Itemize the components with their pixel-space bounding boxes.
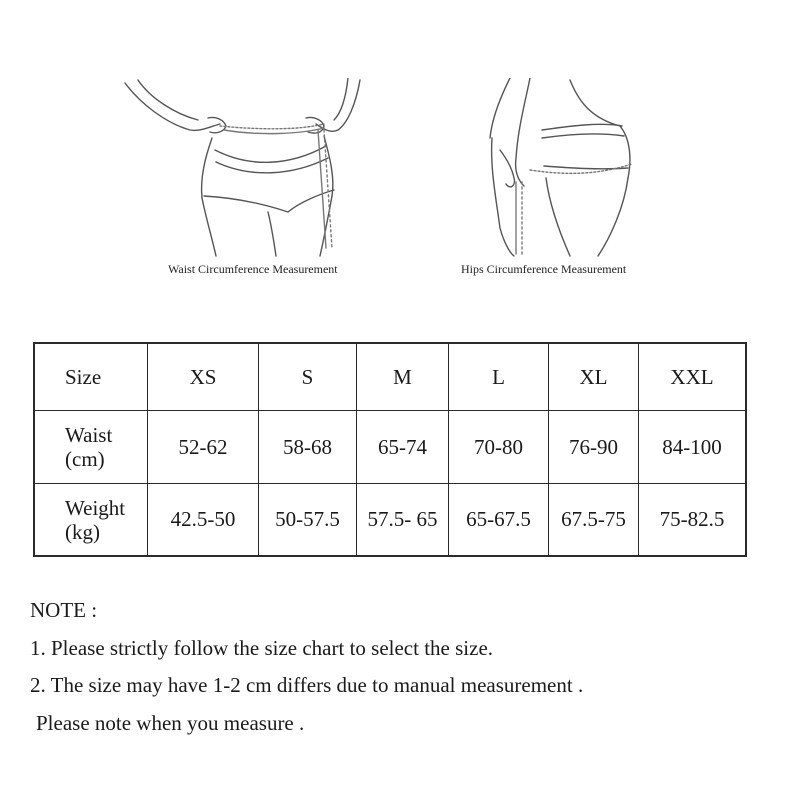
waist-l: 70-80	[449, 411, 549, 484]
size-xxl: XXL	[639, 343, 747, 411]
notes-section	[30, 592, 583, 742]
size-s: S	[259, 343, 357, 411]
waist-label: Waist	[65, 423, 113, 447]
note-line-1: 1. Please strictly follow the size chart to select the size.	[30, 635, 494, 660]
weight-xl: 67.5-75	[549, 484, 639, 557]
weight-s: 50-57.5	[259, 484, 357, 557]
size-l: L	[449, 343, 549, 411]
weight-xs: 42.5-50	[148, 484, 259, 557]
notes-title: NOTE :	[30, 598, 98, 622]
hips-caption: Hips Circumference Measurement	[461, 262, 627, 276]
weight-unit: (kg)	[65, 519, 100, 544]
hips-measurement-illustration	[470, 78, 650, 258]
waist-s: 58-68	[259, 411, 357, 484]
weight-m: 57.5- 65	[357, 484, 449, 557]
size-xs: XS	[148, 343, 259, 411]
note-line-2: 2. The size may have 1-2 cm differs due to manual measurement .	[30, 673, 584, 697]
waist-xxl: 84-100	[639, 411, 747, 484]
waist-xl: 76-90	[549, 411, 639, 484]
note-line-3: Please note when you measure .	[36, 710, 305, 735]
size-header-label: Size	[34, 343, 148, 411]
waist-m: 65-74	[357, 411, 449, 484]
weight-row-label	[34, 484, 148, 557]
size-header-row	[34, 343, 746, 411]
waist-caption: Waist Circumference Measurement	[168, 262, 338, 276]
weight-row	[34, 484, 746, 557]
weight-xxl: 75-82.5	[639, 484, 747, 557]
waist-unit: (cm)	[65, 447, 105, 471]
size-xl: XL	[549, 343, 639, 411]
waist-measurement-illustration	[120, 78, 370, 258]
size-chart-table	[33, 342, 747, 557]
weight-label: Weight	[65, 495, 126, 520]
weight-l: 65-67.5	[449, 484, 549, 557]
waist-xs: 52-62	[148, 411, 259, 484]
size-m: M	[357, 343, 449, 411]
waist-row-label	[34, 411, 148, 484]
waist-row	[34, 411, 746, 484]
